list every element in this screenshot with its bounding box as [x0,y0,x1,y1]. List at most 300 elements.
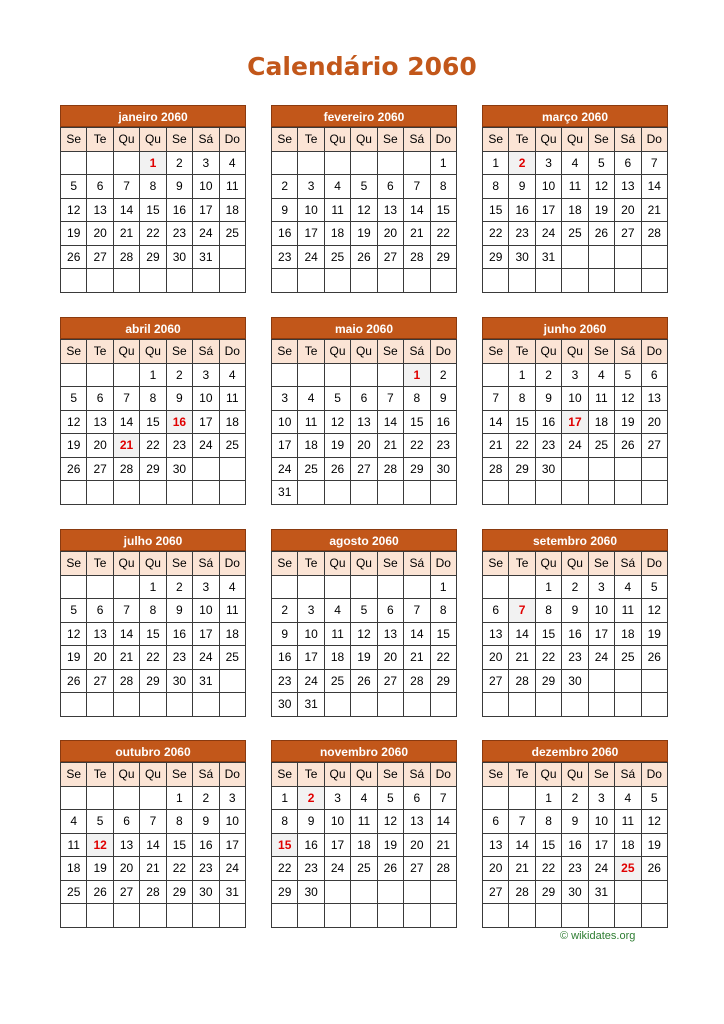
month-block [60,740,246,928]
day-cell: 16 [193,833,219,857]
empty-cell [351,269,377,293]
day-cell: 15 [404,410,430,434]
day-cell: 20 [615,198,641,222]
week-row [483,669,668,693]
empty-cell [641,481,667,505]
day-cell: 17 [298,222,324,246]
empty-cell [87,363,113,387]
empty-cell [61,575,87,599]
day-cell: 27 [113,880,139,904]
month-block [482,740,668,928]
day-cell: 9 [535,387,561,411]
day-cell: 4 [615,786,641,810]
day-cell: 10 [272,410,298,434]
weekday-label: Se [377,763,403,787]
week-row [61,857,246,881]
day-cell: 25 [219,222,245,246]
day-cell: 14 [404,622,430,646]
weekday-label: Do [430,340,456,364]
day-cell: 7 [113,175,139,199]
weekday-label: Sá [615,552,641,576]
day-cell: 9 [509,175,535,199]
week-row [272,575,457,599]
month-block [60,529,246,717]
empty-cell [351,575,377,599]
empty-cell [509,481,535,505]
day-cell: 8 [509,387,535,411]
weekday-label: Sá [404,128,430,152]
day-cell: 26 [324,457,350,481]
day-cell: 30 [166,245,192,269]
day-cell: 23 [272,245,298,269]
week-row [483,457,668,481]
week-row [272,175,457,199]
day-cell: 22 [140,646,166,670]
day-cell: 2 [562,786,588,810]
weekday-label: Se [61,763,87,787]
empty-cell [272,151,298,175]
holiday-cell: 15 [272,833,298,857]
week-row [272,786,457,810]
empty-cell [219,457,245,481]
weekday-label: Se [483,128,509,152]
day-cell: 22 [404,434,430,458]
day-cell: 26 [588,222,614,246]
weekday-row [483,340,668,364]
day-cell: 29 [535,669,561,693]
weekday-label: Qu [324,763,350,787]
day-cell: 12 [61,198,87,222]
month-title: março 2060 [482,105,668,127]
empty-cell [87,481,113,505]
day-cell: 29 [166,880,192,904]
week-row [61,269,246,293]
empty-cell [535,904,561,928]
weekday-label: Qu [562,128,588,152]
empty-cell [430,481,456,505]
day-cell: 11 [562,175,588,199]
day-cell: 1 [535,786,561,810]
day-cell: 25 [61,880,87,904]
holiday-cell: 16 [166,410,192,434]
day-cell: 19 [61,646,87,670]
day-cell: 17 [588,622,614,646]
empty-cell [324,151,350,175]
day-cell: 25 [324,669,350,693]
empty-cell [615,693,641,717]
day-cell: 18 [615,833,641,857]
day-cell: 18 [351,833,377,857]
day-cell: 10 [588,810,614,834]
empty-cell [193,693,219,717]
empty-cell [430,904,456,928]
day-cell: 24 [324,857,350,881]
week-row [61,410,246,434]
day-cell: 16 [166,198,192,222]
day-cell: 20 [377,646,403,670]
day-cell: 17 [193,410,219,434]
day-cell: 16 [509,198,535,222]
day-cell: 19 [324,434,350,458]
day-cell: 8 [483,175,509,199]
empty-cell [377,269,403,293]
weekday-label: Se [166,763,192,787]
day-cell: 19 [61,222,87,246]
day-cell: 23 [430,434,456,458]
empty-cell [404,904,430,928]
empty-cell [377,880,403,904]
day-cell: 15 [140,410,166,434]
day-cell: 19 [588,198,614,222]
day-cell: 2 [193,786,219,810]
day-cell: 19 [61,434,87,458]
weekday-label: Se [272,128,298,152]
day-cell: 27 [87,245,113,269]
day-cell: 8 [404,387,430,411]
day-cell: 14 [113,410,139,434]
day-cell: 16 [562,622,588,646]
day-cell: 2 [272,599,298,623]
empty-cell [87,786,113,810]
empty-cell [298,904,324,928]
day-cell: 20 [483,857,509,881]
day-cell: 5 [641,786,667,810]
day-cell: 4 [61,810,87,834]
day-cell: 17 [272,434,298,458]
week-row [272,599,457,623]
weekday-row [272,340,457,364]
week-row [483,599,668,623]
empty-cell [113,904,139,928]
day-cell: 30 [166,669,192,693]
week-row [483,222,668,246]
week-row [483,387,668,411]
day-cell: 11 [351,810,377,834]
week-row [61,599,246,623]
day-cell: 11 [219,599,245,623]
day-cell: 10 [535,175,561,199]
weekday-label: Se [61,552,87,576]
empty-cell [113,575,139,599]
day-cell: 6 [113,810,139,834]
empty-cell [562,904,588,928]
day-cell: 23 [298,857,324,881]
empty-cell [324,575,350,599]
empty-cell [377,904,403,928]
weekday-label: Se [588,552,614,576]
weekday-row [483,552,668,576]
month-title: abril 2060 [60,317,246,339]
day-cell: 9 [430,387,456,411]
day-cell: 4 [298,387,324,411]
empty-cell [615,245,641,269]
week-row [272,481,457,505]
week-row [61,669,246,693]
empty-cell [483,904,509,928]
day-cell: 15 [166,833,192,857]
empty-cell [588,481,614,505]
day-cell: 26 [87,880,113,904]
day-cell: 13 [351,410,377,434]
day-cell: 9 [166,387,192,411]
week-row [483,269,668,293]
week-row [483,151,668,175]
day-cell: 13 [87,622,113,646]
empty-cell [404,151,430,175]
day-cell: 26 [61,457,87,481]
day-cell: 28 [377,457,403,481]
day-cell: 14 [509,833,535,857]
day-cell: 14 [140,833,166,857]
day-cell: 10 [219,810,245,834]
day-cell: 8 [272,810,298,834]
week-row [272,810,457,834]
day-cell: 5 [615,363,641,387]
empty-cell [404,481,430,505]
day-cell: 5 [87,810,113,834]
day-cell: 17 [535,198,561,222]
day-cell: 28 [509,669,535,693]
day-cell: 16 [298,833,324,857]
day-cell: 3 [193,151,219,175]
day-cell: 18 [324,222,350,246]
weekday-label: Se [588,128,614,152]
day-cell: 26 [615,434,641,458]
week-row [272,669,457,693]
day-cell: 3 [298,599,324,623]
month-block [271,105,457,293]
day-cell: 31 [193,245,219,269]
empty-cell [298,575,324,599]
empty-cell [324,481,350,505]
weekday-label: Sá [404,340,430,364]
day-cell: 14 [404,198,430,222]
day-cell: 16 [430,410,456,434]
day-cell: 30 [509,245,535,269]
day-cell: 18 [219,198,245,222]
day-cell: 10 [324,810,350,834]
day-cell: 15 [430,622,456,646]
weekday-label: Do [430,763,456,787]
day-cell: 24 [298,669,324,693]
empty-cell [588,669,614,693]
day-cell: 27 [87,669,113,693]
holiday-cell: 25 [615,857,641,881]
month-table [482,339,668,505]
page-title: Calendário 2060 [247,52,477,81]
weekday-label: Se [61,340,87,364]
day-cell: 24 [562,434,588,458]
day-cell: 20 [404,833,430,857]
week-row [61,880,246,904]
day-cell: 1 [509,363,535,387]
weekday-label: Qu [351,340,377,364]
week-row [61,575,246,599]
day-cell: 14 [113,198,139,222]
empty-cell [377,693,403,717]
day-cell: 29 [509,457,535,481]
day-cell: 3 [535,151,561,175]
empty-cell [113,693,139,717]
month-block [482,317,668,505]
day-cell: 1 [430,151,456,175]
week-row [272,387,457,411]
empty-cell [615,481,641,505]
weekday-label: Se [272,340,298,364]
weekday-label: Te [298,763,324,787]
day-cell: 1 [140,363,166,387]
day-cell: 17 [324,833,350,857]
empty-cell [588,245,614,269]
empty-cell [140,269,166,293]
day-cell: 8 [535,599,561,623]
empty-cell [324,904,350,928]
weekday-label: Te [509,763,535,787]
month-table [60,551,246,717]
day-cell: 7 [377,387,403,411]
empty-cell [219,481,245,505]
weekday-label: Se [166,340,192,364]
week-row [61,387,246,411]
empty-cell [430,693,456,717]
day-cell: 29 [430,669,456,693]
day-cell: 26 [377,857,403,881]
day-cell: 5 [61,599,87,623]
day-cell: 18 [588,410,614,434]
weekday-label: Do [641,552,667,576]
empty-cell [588,269,614,293]
empty-cell [298,363,324,387]
week-row [272,269,457,293]
empty-cell [404,880,430,904]
day-cell: 1 [140,575,166,599]
day-cell: 22 [430,646,456,670]
day-cell: 24 [193,646,219,670]
day-cell: 26 [351,669,377,693]
empty-cell [377,363,403,387]
empty-cell [509,904,535,928]
day-cell: 12 [351,198,377,222]
month-title: fevereiro 2060 [271,105,457,127]
weekday-label: Se [483,552,509,576]
weekday-label: Te [298,340,324,364]
weekday-label: Te [298,552,324,576]
weekday-label: Qu [140,763,166,787]
day-cell: 20 [113,857,139,881]
day-cell: 13 [377,622,403,646]
week-row [272,857,457,881]
day-cell: 15 [535,622,561,646]
weekday-label: Sá [615,128,641,152]
week-row [61,222,246,246]
weekday-label: Do [641,340,667,364]
day-cell: 27 [87,457,113,481]
day-cell: 22 [535,646,561,670]
empty-cell [140,693,166,717]
week-row [272,245,457,269]
week-row [483,857,668,881]
empty-cell [219,693,245,717]
day-cell: 20 [87,222,113,246]
empty-cell [193,457,219,481]
day-cell: 18 [324,646,350,670]
weekday-label: Qu [562,552,588,576]
week-row [61,151,246,175]
week-row [483,880,668,904]
week-row [483,363,668,387]
week-row [272,198,457,222]
day-cell: 13 [404,810,430,834]
day-cell: 22 [140,222,166,246]
day-cell: 22 [535,857,561,881]
day-cell: 22 [509,434,535,458]
week-row [61,198,246,222]
day-cell: 21 [483,434,509,458]
day-cell: 28 [483,457,509,481]
weekday-label: Do [219,552,245,576]
day-cell: 9 [272,198,298,222]
day-cell: 1 [166,786,192,810]
week-row [272,363,457,387]
weekday-label: Qu [535,763,561,787]
weekday-label: Te [509,552,535,576]
empty-cell [87,575,113,599]
weekday-label: Se [272,763,298,787]
day-cell: 18 [219,622,245,646]
weekday-label: Sá [615,340,641,364]
weekday-row [61,340,246,364]
month-title: novembro 2060 [271,740,457,762]
day-cell: 23 [562,646,588,670]
weekday-label: Qu [324,552,350,576]
day-cell: 28 [404,245,430,269]
weekday-label: Qu [535,128,561,152]
weekday-label: Qu [140,552,166,576]
day-cell: 7 [113,387,139,411]
empty-cell [324,880,350,904]
week-row [61,175,246,199]
weekday-label: Sá [193,552,219,576]
weekday-label: Qu [113,128,139,152]
day-cell: 14 [430,810,456,834]
empty-cell [272,269,298,293]
weekday-row [272,128,457,152]
day-cell: 12 [615,387,641,411]
empty-cell [509,786,535,810]
empty-cell [219,904,245,928]
week-row [483,245,668,269]
month-block [60,317,246,505]
empty-cell [61,693,87,717]
day-cell: 20 [87,434,113,458]
weekday-label: Qu [562,763,588,787]
day-cell: 7 [113,599,139,623]
weekday-label: Do [430,128,456,152]
day-cell: 18 [562,198,588,222]
day-cell: 24 [588,646,614,670]
week-row [61,810,246,834]
day-cell: 1 [535,575,561,599]
day-cell: 27 [377,669,403,693]
month-table [271,762,457,928]
weekday-label: Te [509,340,535,364]
day-cell: 25 [324,245,350,269]
empty-cell [140,904,166,928]
day-cell: 10 [193,599,219,623]
day-cell: 31 [298,693,324,717]
day-cell: 12 [641,599,667,623]
empty-cell [166,693,192,717]
